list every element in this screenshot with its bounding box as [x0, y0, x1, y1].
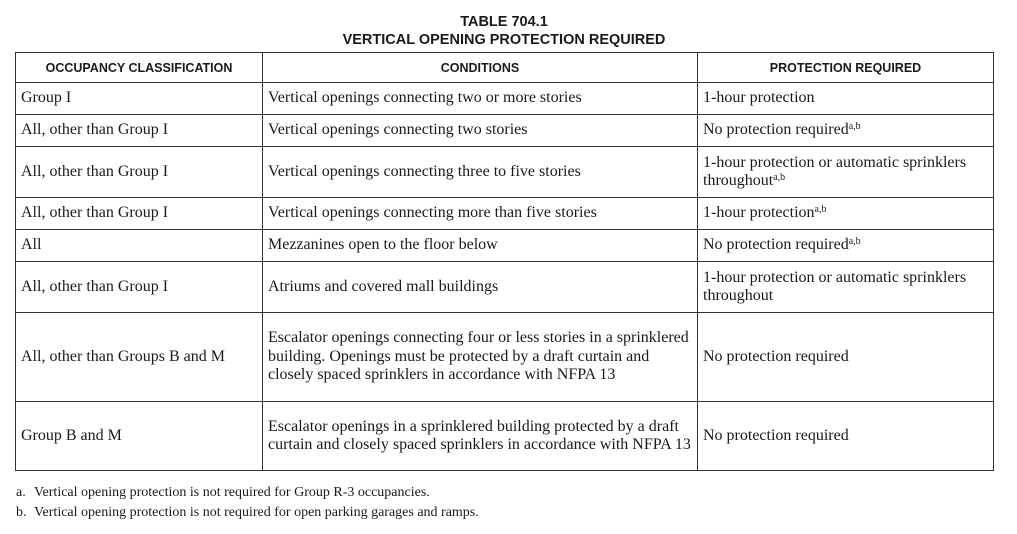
header-protection: PROTECTION REQUIRED: [698, 53, 994, 83]
conditions-cell: Vertical openings connecting three to five stories: [263, 147, 698, 198]
table-row: [16, 230, 994, 262]
protection-text: No protection required: [703, 347, 849, 365]
protection-cell: [698, 198, 994, 230]
protection-cell: [698, 83, 994, 115]
protection-text: 1-hour protection: [703, 204, 815, 222]
footnote-ref: a,b: [848, 121, 861, 133]
table-title: VERTICAL OPENING PROTECTION REQUIRED: [342, 32, 666, 48]
footnotes: [16, 483, 479, 522]
protection-text: No protection required: [703, 236, 849, 254]
footnote-ref: a,b: [848, 236, 861, 248]
conditions-cell: Escalator openings connecting four or less stories in a sprinklered building. Openings must be protected by a draft curtain and closely spaced sprinklers in accordance with NFPA 13: [263, 313, 698, 402]
table-row: [16, 115, 994, 147]
occupancy-cell: All, other than Group I: [16, 198, 263, 230]
occupancy-cell: All: [16, 230, 263, 262]
conditions-cell: Escalator openings in a sprinklered building protected by a draft curtain and closely spaced sprinklers in accordance with NFPA 13: [263, 402, 698, 471]
footnote-item: [16, 503, 479, 523]
conditions-cell: Mezzanines open to the floor below: [263, 230, 698, 262]
occupancy-cell: All, other than Group I: [16, 115, 263, 147]
occupancy-cell: All, other than Groups B and M: [16, 313, 263, 402]
protection-cell: [698, 262, 994, 313]
footnote-ref: a,b: [773, 172, 786, 183]
protection-text: 1-hour protection or automatic sprinklers throughout: [703, 153, 967, 189]
table-row: [16, 147, 994, 198]
protection-text: 1-hour protection or automatic sprinklers throughout: [703, 268, 967, 304]
footnote-letter: b.: [16, 504, 27, 520]
table-row: [16, 198, 994, 230]
conditions-cell: Vertical openings connecting more than five stories: [263, 198, 698, 230]
conditions-cell: Vertical openings connecting two stories: [263, 115, 698, 147]
footnote-text: Vertical opening protection is not required for Group R-3 occupancies.: [34, 485, 430, 500]
conditions-cell: Atriums and covered mall buildings: [263, 262, 698, 313]
footnote-ref: a,b: [814, 204, 827, 216]
table-row: [16, 402, 994, 471]
occupancy-cell: Group I: [16, 83, 263, 115]
protection-text: No protection required: [703, 121, 849, 139]
table-row: [16, 313, 994, 402]
protection-cell: [698, 313, 994, 402]
protection-text: No protection required: [703, 426, 849, 444]
table-row: [16, 262, 994, 313]
protection-cell: [698, 230, 994, 262]
protection-cell: [698, 115, 994, 147]
header-conditions: CONDITIONS: [263, 53, 698, 83]
occupancy-cell: All, other than Group I: [16, 262, 263, 313]
protection-cell: [698, 147, 994, 198]
occupancy-cell: All, other than Group I: [16, 147, 263, 198]
occupancy-cell: Group B and M: [16, 402, 263, 471]
conditions-cell: Vertical openings connecting two or more stories: [263, 83, 698, 115]
header-occupancy: OCCUPANCY CLASSIFICATION: [16, 53, 263, 83]
header-row: [16, 53, 994, 83]
protection-text: 1-hour protection: [703, 89, 815, 107]
table-row: [16, 83, 994, 115]
protection-table: [15, 52, 994, 471]
table-title-block: [0, 13, 1008, 49]
table-number: TABLE 704.1: [460, 14, 548, 30]
footnote-item: [16, 483, 479, 503]
protection-cell: [698, 402, 994, 471]
footnote-letter: a.: [16, 485, 26, 500]
footnote-text: Vertical opening protection is not required for open parking garages and ramps.: [34, 504, 479, 520]
